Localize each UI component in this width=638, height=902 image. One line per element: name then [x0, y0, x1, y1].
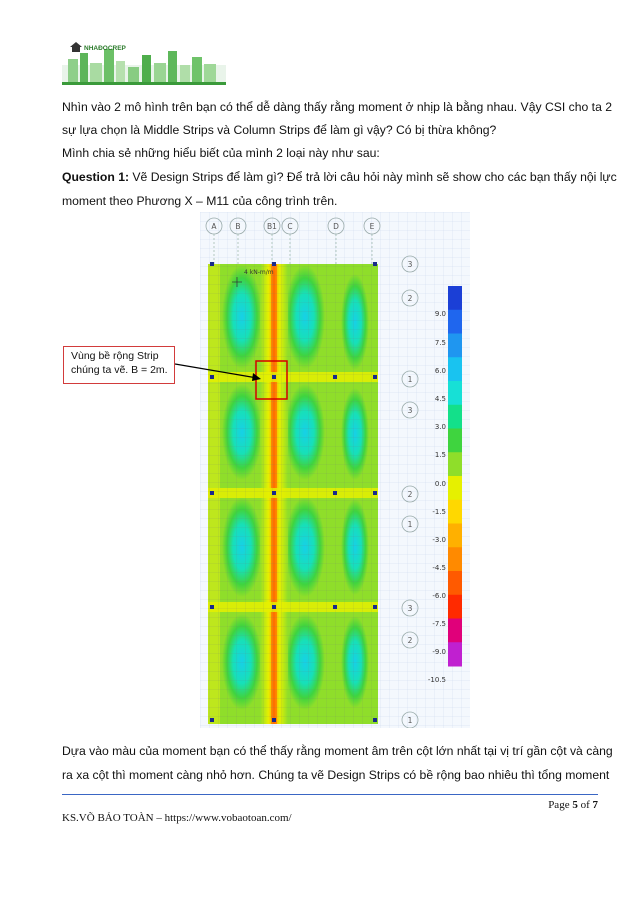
grid-label-r4: 3 — [407, 406, 413, 415]
legend-tick: 6.0 — [434, 367, 446, 375]
question-label: Question 1: — [62, 170, 130, 184]
legend-swatch — [448, 429, 462, 453]
legend-swatch — [448, 357, 462, 381]
legend-tick: -10.5 — [427, 676, 446, 684]
contour-legend — [448, 286, 462, 667]
legend-tick: -6.0 — [432, 592, 446, 600]
legend-tick: -4.5 — [432, 564, 446, 572]
legend-tick: -9.0 — [432, 648, 446, 656]
legend-swatch — [448, 381, 462, 405]
legend-swatch — [448, 547, 462, 571]
legend-swatch — [448, 405, 462, 429]
strip-callout — [63, 346, 175, 384]
grid-label-r1: 3 — [407, 260, 413, 269]
unit-label: 4 kN-m/m — [244, 269, 274, 276]
legend-swatch — [448, 595, 462, 619]
legend-tick: -3.0 — [432, 536, 446, 544]
legend-tick: 3.0 — [434, 423, 446, 431]
legend-swatch — [448, 452, 462, 476]
grid-label-r2: 2 — [407, 294, 413, 303]
moment-contour-figure — [200, 212, 470, 728]
legend-swatch — [448, 334, 462, 358]
legend-tick: -1.5 — [432, 508, 446, 516]
logo-text: NHAĐOCREP — [84, 45, 126, 52]
legend-swatch — [448, 310, 462, 334]
grid-label-r3: 1 — [407, 375, 413, 384]
legend-swatch — [448, 286, 462, 310]
grid-label-a: A — [211, 222, 217, 231]
question-text: Vẽ Design Strips để làm gì? Để trả lời câu hỏi này mình sẽ show cho các bạn thấy nội lực — [129, 170, 617, 184]
legend-tick: 0.0 — [434, 480, 446, 488]
page-total: 7 — [592, 799, 598, 811]
grid-label-e: E — [369, 222, 375, 231]
grid-label-r5: 2 — [407, 490, 413, 499]
legend-swatch — [448, 500, 462, 524]
callout-arrow — [175, 360, 265, 384]
site-logo — [62, 39, 226, 85]
grid-label-r6: 1 — [407, 520, 413, 529]
paragraph-4: moment theo Phương X – M11 của công trình trên. — [62, 194, 338, 208]
paragraph-6: ra xa cột thì moment càng nhỏ hơn. Chúng ta vẽ Design Strips có bề rộng bao nhiêu thì tổng moment — [62, 768, 610, 782]
legend-swatch — [448, 571, 462, 595]
grid-label-d: D — [333, 222, 339, 231]
legend-swatch — [448, 524, 462, 548]
page-of: of — [577, 799, 593, 811]
paragraph-5: Dựa vào màu của moment bạn có thể thấy rằng moment âm trên cột lớn nhất tại vị trí gần cột và càng — [62, 744, 613, 758]
footer-divider — [62, 794, 598, 795]
question-line — [62, 170, 617, 184]
footer-author: KS.VÕ BẢO TOÀN – https://www.vobaotoan.com/ — [62, 812, 292, 824]
page-current: 5 — [572, 799, 578, 811]
grid-label-c: C — [287, 222, 293, 231]
grid-label-r8: 2 — [407, 636, 413, 645]
grid-label-b1: B1 — [267, 222, 277, 231]
legend-tick: 4.5 — [434, 395, 446, 403]
callout-line-1: Vùng bề rộng Strip — [71, 350, 159, 362]
page-number — [548, 799, 598, 811]
legend-tick: 1.5 — [434, 451, 446, 459]
legend-tick: 9.0 — [434, 310, 446, 318]
callout-line-2: chúng ta vẽ. B = 2m. — [71, 364, 168, 376]
legend-tick: 7.5 — [434, 339, 446, 347]
grid-label-r7: 3 — [407, 604, 413, 613]
page-prefix: Page — [548, 799, 573, 811]
legend-tick: -7.5 — [432, 620, 446, 628]
paragraph-3: Mình chia sẻ những hiểu biết của mình 2 loại này như sau: — [62, 146, 380, 160]
legend-swatch — [448, 642, 462, 666]
grid-label-b: B — [235, 222, 241, 231]
grid-label-r9: 1 — [407, 716, 413, 725]
paragraph-1: Nhìn vào 2 mô hình trên bạn có thể dễ dàng thấy rằng moment ở nhịp là bằng nhau. Vậy CSI cho ta 2 — [62, 100, 613, 114]
legend-swatch — [448, 476, 462, 500]
legend-swatch — [448, 619, 462, 643]
paragraph-2: sự lựa chọn là Middle Strips và Column Strips để làm gì vậy? Có bị thừa không? — [62, 123, 497, 137]
